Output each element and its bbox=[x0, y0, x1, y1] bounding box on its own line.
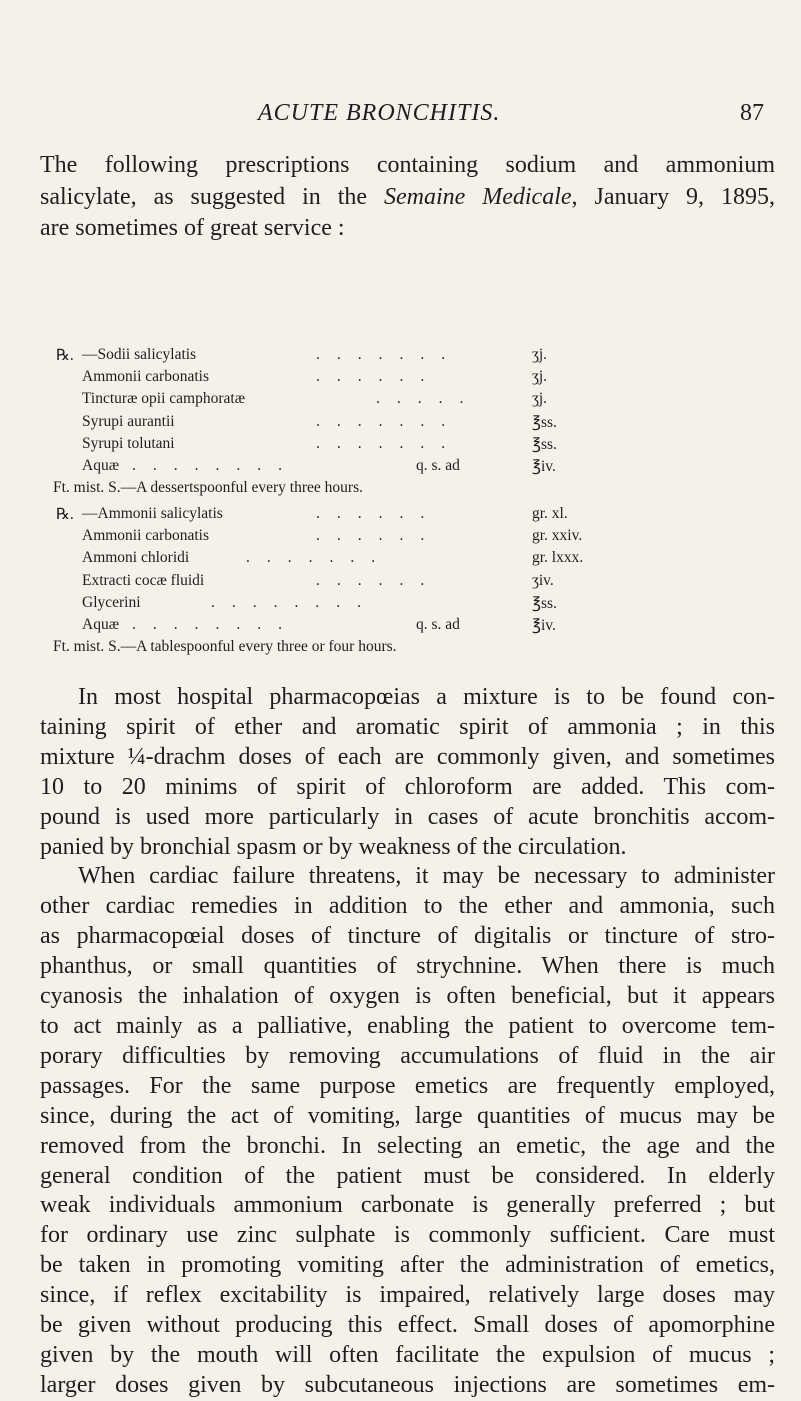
quantum-sufficit: q. s. ad bbox=[416, 456, 460, 474]
text-line: In most hospital pharmacopœias a mixture is to be found con- bbox=[78, 684, 775, 710]
recipe-symbol: ℞. bbox=[56, 506, 74, 523]
ingredient-quantity: ʒj. bbox=[532, 368, 548, 386]
ingredient-quantity: ℥ss. bbox=[532, 413, 557, 431]
prescription-row bbox=[56, 413, 766, 435]
ingredient-quantity: ʒj. bbox=[532, 346, 548, 363]
ingredient-quantity: ʒj. bbox=[532, 390, 548, 408]
prescription-directions: Ft. mist. S.—A dessertspoonful every three hours. bbox=[53, 479, 363, 497]
text-line: panied by bronchial spasm or by weakness of the circulation. bbox=[40, 833, 627, 860]
ingredient-name: Aquæ bbox=[82, 456, 120, 474]
prescription-row bbox=[56, 616, 766, 638]
text-line: cyanosis the inhalation of oxygen is often beneficial, but it appears bbox=[40, 983, 775, 1010]
prescription-row bbox=[56, 435, 766, 457]
ingredient-quantity: ℥iv. bbox=[532, 457, 556, 475]
ingredient-name: Tincturæ opii camphoratæ bbox=[82, 390, 246, 408]
ingredient-quantity: gr. xxiv. bbox=[532, 527, 583, 545]
text-line: for ordinary use zinc sulphate is commonly sufficient. Care must bbox=[40, 1222, 775, 1249]
intro-paragraph bbox=[40, 150, 775, 245]
prescription-row bbox=[56, 390, 766, 412]
text-line: The following prescriptions containing sodium and ammonium bbox=[40, 152, 775, 178]
text-line: as pharmacopœial doses of tincture of digitalis or tincture of stro- bbox=[40, 923, 775, 950]
prescription-row bbox=[56, 346, 766, 368]
text-line: given by the mouth will often facilitate the expulsion of mucus ; bbox=[40, 1341, 775, 1368]
ingredient-name: Extracti cocæ fluidi bbox=[82, 571, 205, 589]
text-line: mixture ¼-drachm doses of each are commonly given, and sometimes bbox=[40, 743, 775, 770]
quantum-sufficit: q. s. ad bbox=[416, 615, 460, 633]
leader-dots: ........ bbox=[132, 456, 299, 474]
page-number: 87 bbox=[740, 100, 764, 126]
ingredient-name: Syrupi aurantii bbox=[82, 412, 175, 430]
ingredient-name: —Ammonii salicylatis bbox=[82, 505, 223, 522]
ingredient-quantity: ʒiv. bbox=[532, 571, 554, 589]
text-line: porary difficulties by removing accumulations of fluid in the air bbox=[40, 1042, 775, 1069]
prescription-row bbox=[56, 549, 766, 571]
ingredient-name: —Sodii salicylatis bbox=[82, 346, 197, 363]
leader-dots: ....... bbox=[316, 434, 463, 452]
body-paragraph bbox=[40, 683, 775, 1401]
ingredient-quantity: ℥iv. bbox=[532, 616, 556, 634]
prescription-1 bbox=[53, 346, 766, 503]
page-header bbox=[0, 100, 801, 130]
leader-dots: ...... bbox=[316, 571, 442, 589]
ingredient-quantity: ℥ss. bbox=[532, 594, 557, 612]
text-line: general condition of the patient must be considered. In elderly bbox=[40, 1162, 775, 1189]
leader-dots: ...... bbox=[316, 505, 442, 522]
leader-dots: ...... bbox=[316, 368, 442, 386]
leader-dots: ........ bbox=[132, 615, 299, 633]
ingredient-quantity: ℥ss. bbox=[532, 435, 557, 453]
prescription-row bbox=[56, 505, 766, 527]
prescription-directions: Ft. mist. S.—A tablespoonful every three or four hours. bbox=[53, 638, 397, 656]
leader-dots: ....... bbox=[316, 346, 463, 363]
ingredient-quantity: gr. xl. bbox=[532, 505, 568, 522]
text-line: When cardiac failure threatens, it may be necessary to administer bbox=[78, 863, 775, 890]
text-line: weak individuals ammonium carbonate is generally preferred ; but bbox=[40, 1192, 775, 1219]
text-line: phanthus, or small quantities of strychnine. When there is much bbox=[40, 953, 775, 980]
text-line: salicylate, as suggested in the Semaine Medicale, January 9, 1895, bbox=[40, 183, 776, 210]
leader-dots: ...... bbox=[316, 527, 442, 545]
text-line: be taken in promoting vomiting after the administration of emetics, bbox=[40, 1252, 775, 1279]
text-line: pound is used more particularly in cases of acute bronchitis accom- bbox=[40, 803, 775, 830]
recipe-symbol: ℞. bbox=[56, 347, 74, 364]
leader-dots: ..... bbox=[376, 390, 481, 408]
prescription-row bbox=[56, 368, 766, 390]
prescription-row bbox=[56, 527, 766, 549]
leader-dots: ....... bbox=[246, 549, 393, 567]
text-line: since, if reflex excitability is impaired, relatively large doses may bbox=[40, 1282, 775, 1309]
text-line: since, during the act of vomiting, large quantities of mucus may be bbox=[40, 1102, 775, 1129]
ingredient-name: Aquæ bbox=[82, 615, 120, 633]
text-line: larger doses given by subcutaneous injections are sometimes em- bbox=[40, 1371, 775, 1398]
leader-dots: ....... bbox=[316, 412, 463, 430]
text-line: passages. For the same purpose emetics are frequently employed, bbox=[40, 1072, 775, 1099]
text-line: are sometimes of great service : bbox=[40, 215, 345, 241]
journal-title: Semaine Medicale bbox=[383, 183, 572, 210]
ingredient-name: Ammoni chloridi bbox=[82, 549, 190, 567]
ingredient-name: Ammonii carbonatis bbox=[82, 368, 209, 386]
text-line: taining spirit of ether and aromatic spirit of ammonia ; in this bbox=[40, 713, 775, 740]
prescription-row bbox=[56, 572, 766, 594]
running-title: ACUTE BRONCHITIS. bbox=[258, 100, 501, 126]
prescription-row bbox=[56, 594, 766, 616]
text-line: be given without producing this effect. Small doses of apomorphine bbox=[40, 1312, 775, 1339]
ingredient-name: Glycerini bbox=[82, 593, 141, 611]
ingredient-quantity: gr. lxxx. bbox=[532, 549, 584, 567]
text-line: to act mainly as a palliative, enabling the patient to overcome tem- bbox=[40, 1012, 775, 1039]
prescription-row bbox=[56, 457, 766, 479]
text-line: other cardiac remedies in addition to the ether and ammonia, such bbox=[40, 893, 775, 920]
ingredient-name: Ammonii carbonatis bbox=[82, 527, 209, 545]
prescription-2 bbox=[53, 505, 766, 662]
ingredient-name: Syrupi tolutani bbox=[82, 434, 175, 452]
text-line: removed from the bronchi. In selecting an emetic, the age and the bbox=[40, 1132, 775, 1159]
leader-dots: ........ bbox=[211, 593, 378, 611]
text-line: 10 to 20 minims of spirit of chloroform are added. This com- bbox=[40, 773, 775, 800]
